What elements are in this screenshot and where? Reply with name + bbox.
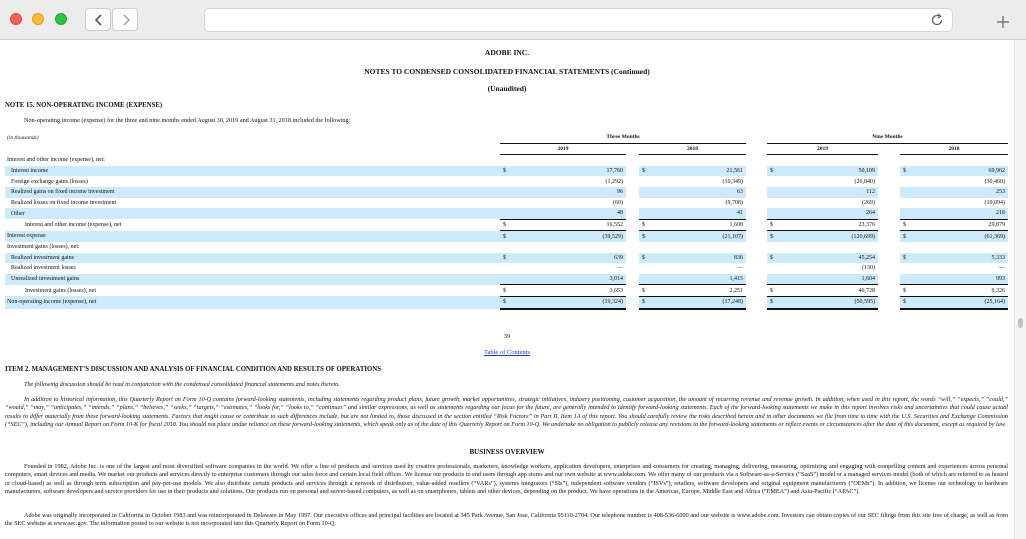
currency-symbol	[900, 274, 908, 285]
cell-value: (26,840)	[854, 178, 875, 185]
year-header: 2019	[500, 143, 626, 155]
currency-symbol	[500, 176, 508, 187]
currency-symbol: $	[500, 231, 508, 242]
cell-value	[647, 155, 746, 166]
currency-symbol	[900, 155, 908, 166]
non-operating-income-table	[5, 132, 1008, 310]
cell-value: 993	[908, 274, 1008, 285]
currency-symbol	[500, 208, 508, 219]
currency-symbol	[500, 198, 508, 209]
cell-value: 96	[508, 187, 626, 198]
row-label: Foreign exchange gains (losses)	[11, 178, 88, 185]
table-row	[5, 231, 1008, 242]
cell-value: (60)	[613, 199, 623, 206]
table-row	[5, 242, 1008, 253]
note-heading: NOTE 15. NON-OPERATING INCOME (EXPENSE)	[5, 102, 163, 109]
cell-value: (50,595)	[775, 296, 878, 308]
cell-value: 17,760	[508, 166, 626, 177]
cell-value: 29,879	[908, 219, 1008, 231]
currency-symbol: $	[767, 296, 775, 308]
currency-symbol	[639, 155, 647, 166]
note-intro: Non-operating income (expense) for the three and nine months ended August 30, 2019 and August 31, 2018 included the following:	[24, 117, 351, 124]
address-bar[interactable]	[204, 8, 953, 32]
currency-symbol	[767, 208, 775, 219]
forward-button[interactable]	[112, 8, 138, 31]
currency-symbol: $	[639, 166, 647, 177]
cell-value: 21,561	[647, 166, 746, 177]
row-label: Interest income	[5, 166, 500, 177]
cell-value: (25,164)	[908, 296, 1008, 308]
cell-value: 69,962	[908, 166, 1008, 177]
cell-value: 63	[647, 187, 746, 198]
currency-symbol	[767, 155, 775, 166]
table-row	[5, 296, 1008, 308]
cell-value: (61,369)	[908, 231, 1008, 242]
cell-value: (10,094)	[984, 199, 1006, 206]
cell-value: 639	[508, 253, 626, 264]
currency-symbol: $	[500, 296, 508, 308]
overview-paragraph-2: Adobe was originally incorporated in California in October 1983 and was reincorporated in Delaware in May 1997. Our executive offices and principal facilities are located at 345 Park Avenue, San Jose, California 95110-2704. Our telephone number is 408-536-6000 and our website is www.adobe.com. Investors can obtain copies of our SEC filings from this site free of charge, as well as from the SEC website at www.sec.gov. The information posted to our website is not incorporated into this Quarterly Report on Form 10-Q.	[5, 512, 1008, 528]
currency-symbol: $	[767, 231, 775, 242]
table-row	[5, 263, 1008, 274]
row-label: Other	[5, 208, 500, 219]
table-row	[5, 166, 1008, 177]
currency-symbol: $	[900, 231, 908, 242]
unaudited-label: (Unaudited)	[487, 84, 527, 93]
currency-symbol: $	[639, 253, 647, 264]
cell-value: (10,349)	[722, 178, 743, 185]
cell-value	[508, 155, 626, 166]
cell-value: 264	[775, 208, 878, 219]
currency-symbol	[639, 242, 647, 253]
cell-value: 3,653	[508, 285, 626, 297]
currency-symbol: $	[500, 253, 508, 264]
row-label: Interest and other income (expense), net	[25, 222, 122, 229]
table-row	[5, 285, 1008, 297]
year-header: 2018	[639, 143, 746, 155]
row-label: Realized gains on fixed income investment	[5, 187, 500, 198]
row-label: Realized losses on fixed income investment	[11, 199, 117, 206]
currency-symbol	[639, 176, 647, 187]
units-label: (in thousands)	[7, 134, 39, 141]
table-row	[5, 274, 1008, 285]
row-label: Unrealized investment gains	[5, 274, 500, 285]
year-header: 2019	[767, 143, 878, 155]
cell-value: (1,292)	[605, 178, 623, 185]
currency-symbol	[500, 187, 508, 198]
cell-value: —	[999, 265, 1006, 272]
currency-symbol	[500, 274, 508, 285]
cell-value: (9,708)	[725, 199, 743, 206]
item2-heading: ITEM 2. MANAGEMENT’S DISCUSSION AND ANALYSIS OF FINANCIAL CONDITION AND RESULTS OF OPERATIONS	[5, 366, 381, 373]
cell-value	[775, 155, 878, 166]
cell-value: (39,529)	[508, 231, 626, 242]
cell-value: 1,415	[647, 274, 746, 285]
notes-title: NOTES TO CONDENSED CONSOLIDATED FINANCIAL STATEMENTS (Continued)	[364, 67, 650, 76]
currency-symbol	[900, 242, 908, 253]
page-number: 39	[503, 333, 511, 340]
cell-value: 41	[647, 208, 746, 219]
cell-value	[908, 155, 1008, 166]
cell-value: (30,460)	[984, 178, 1006, 185]
minimize-window-icon[interactable]	[32, 13, 44, 25]
row-label: Realized investment gains	[5, 253, 500, 264]
currency-symbol	[500, 263, 508, 274]
table-row	[5, 198, 1008, 209]
cell-value: (21,107)	[647, 231, 746, 242]
cell-value	[508, 242, 626, 253]
currency-symbol: $	[767, 285, 775, 297]
currency-symbol	[767, 176, 775, 187]
cell-value: 45,254	[775, 253, 878, 264]
cell-value	[775, 242, 878, 253]
currency-symbol	[500, 155, 508, 166]
table-of-contents-link[interactable]: Table of Contents	[483, 349, 531, 356]
currency-symbol	[900, 208, 908, 219]
currency-symbol	[767, 187, 775, 198]
currency-symbol	[900, 176, 908, 187]
cell-value: —	[737, 265, 743, 272]
nine-months-header: Nine Months	[767, 132, 1008, 143]
currency-symbol: $	[900, 285, 908, 297]
cell-value: 48	[508, 208, 626, 219]
currency-symbol: $	[900, 296, 908, 308]
scrollbar-thumb[interactable]	[1018, 318, 1023, 328]
reload-icon[interactable]	[930, 13, 944, 27]
currency-symbol	[900, 263, 908, 274]
document-viewport	[0, 40, 1014, 539]
currency-symbol: $	[767, 219, 775, 231]
cell-value: 2,251	[647, 285, 746, 297]
cell-value: 3,014	[508, 274, 626, 285]
cell-value: —	[617, 265, 623, 272]
table-row	[5, 176, 1008, 187]
cell-value: 112	[775, 187, 878, 198]
new-tab-button[interactable]	[984, 8, 1026, 36]
currency-symbol: $	[639, 285, 647, 297]
row-label: Interest and other income (expense), net:	[7, 157, 105, 164]
plus-icon	[996, 15, 1010, 29]
maximize-window-icon[interactable]	[55, 13, 67, 25]
forward-looking-paragraph: In addition to historical information, this Quarterly Report on Form 10-Q contains forward-looking statements, including statements regarding product plans, future growth, market opportunities, strategic initiatives, industry positioning, customer acquisition, the amount of recurring revenue and revenue growth. In addition, when used in this report, the words “will,” “expects,” “could,” “would,” “may,” “anticipates,” “intends,” “plans,” “believes,” “seeks,” “targets,” “estimates,” “looks for,” “looks to,” “continues” and similar expressions, as well as statements regarding our focus for the future, are generally intended to identify forward-looking statements. Each of the forward-looking statements we make in this report involves risks and uncertainties that could cause actual results to differ materially from these forward-looking statements. Factors that might cause or contribute to such differences include, but are not limited to, those discussed in the section entitled “Risk Factors” in Part II, Item 1A of this report. You should carefully review the risks described herein and in other documents we file from time to time with the U.S. Securities and Exchange Commission (“SEC”), including our Annual Report on Form 10-K for fiscal 2018. You should not place undue reliance on these forward-looking statements, which speak only as of the date of this Quarterly Report on Form 10-Q. We undertake no obligation to publicly release any revisions to the forward-looking statements or reflect events or circumstances after the date of this document, except as required by law.	[5, 396, 1008, 429]
company-name: ADOBE INC.	[484, 48, 530, 57]
close-window-icon[interactable]	[10, 13, 22, 25]
currency-symbol	[639, 208, 647, 219]
cell-value	[908, 242, 1008, 253]
currency-symbol	[639, 198, 647, 209]
cell-value: (19,324)	[508, 296, 626, 308]
table-row	[5, 187, 1008, 198]
currency-symbol	[639, 187, 647, 198]
cell-value: 16,552	[508, 219, 626, 231]
currency-symbol	[639, 274, 647, 285]
currency-symbol: $	[767, 166, 775, 177]
currency-symbol	[767, 198, 775, 209]
cell-value: (269)	[862, 199, 875, 206]
cell-value: 1,604	[775, 274, 878, 285]
cell-value: 836	[647, 253, 746, 264]
cell-value: (17,248)	[647, 296, 746, 308]
table-row	[5, 155, 1008, 166]
currency-symbol	[767, 274, 775, 285]
table-row	[5, 219, 1008, 231]
cell-value	[647, 242, 746, 253]
currency-symbol	[500, 242, 508, 253]
chevron-left-icon	[94, 14, 104, 26]
row-label: Interest expense	[5, 231, 500, 242]
chevron-right-icon	[121, 14, 131, 26]
cell-value: 6,326	[908, 285, 1008, 297]
item2-intro: The following discussion should be read in conjunction with the condensed consolidated financial statements and notes thereto.	[24, 381, 340, 388]
three-months-header: Three Months	[500, 132, 746, 143]
currency-symbol: $	[767, 253, 775, 264]
cell-value: 1,608	[647, 219, 746, 231]
row-label: Investment gains (losses), net:	[7, 244, 80, 251]
cell-value: 253	[908, 187, 1008, 198]
currency-symbol	[900, 187, 908, 198]
currency-symbol	[767, 263, 775, 274]
cell-value: 50,109	[775, 166, 878, 177]
overview-paragraph-1: Founded in 1982, Adobe Inc. is one of the largest and most diversified software companies in the world. We offer a line of products and services used by creative professionals, marketers, knowledge workers, application developers, enterprises and consumers for creating, managing, delivering, measuring, optimizing and engaging with compelling content and experiences across personal computers, smart devices and media. We market our products and services directly to enterprise customers through our sales force and certain local field offices. We license our products to end users through app stores and our own website at www.adobe.com. We offer many of our products via a Software-as-a-Service (“SaaS”) model or a managed services model (both of which are referred to as hosted or cloud-based) as well as through term subscription and pay-per-use models. We also distribute certain products and services through a network of distributors, value-added resellers (“VARs”), systems integrators (“SIs”), independent software vendors (“ISVs”), retailers, software developers and original equipment manufacturers (“OEMs”). In addition, we license our technology to hardware manufacturers, software developers and service providers for use in their products and solutions. Our products run on personal and server-based computers, as well as on smartphones, tablets and other devices, depending on the product. We have operations in the Americas, Europe, Middle East and Africa (“EMEA”) and Asia-Pacific (“APAC”).	[5, 463, 1008, 496]
currency-symbol: $	[639, 296, 647, 308]
cell-value: (130)	[862, 265, 875, 272]
vertical-scrollbar[interactable]	[1014, 40, 1026, 539]
table-row	[5, 208, 1008, 219]
currency-symbol: $	[900, 219, 908, 231]
table-row	[5, 253, 1008, 264]
row-label: Investment gains (losses), net	[25, 287, 96, 294]
currency-symbol: $	[500, 285, 508, 297]
currency-symbol: $	[900, 166, 908, 177]
currency-symbol: $	[500, 166, 508, 177]
browser-toolbar	[0, 0, 1026, 40]
currency-symbol: $	[500, 219, 508, 231]
currency-symbol: $	[900, 253, 908, 264]
row-label: Non-operating income (expense), net	[5, 296, 500, 308]
currency-symbol	[767, 242, 775, 253]
currency-symbol: $	[639, 231, 647, 242]
back-button[interactable]	[85, 8, 111, 31]
currency-symbol	[900, 198, 908, 209]
row-label: Realized investment losses	[11, 265, 76, 272]
business-overview-heading: BUSINESS OVERVIEW	[469, 448, 545, 456]
cell-value: (120,699)	[775, 231, 878, 242]
cell-value: 23,376	[775, 219, 878, 231]
cell-value: 46,728	[775, 285, 878, 297]
cell-value: 218	[908, 208, 1008, 219]
year-header: 2018	[900, 143, 1008, 155]
currency-symbol: $	[639, 219, 647, 231]
cell-value: 5,333	[908, 253, 1008, 264]
currency-symbol	[639, 263, 647, 274]
